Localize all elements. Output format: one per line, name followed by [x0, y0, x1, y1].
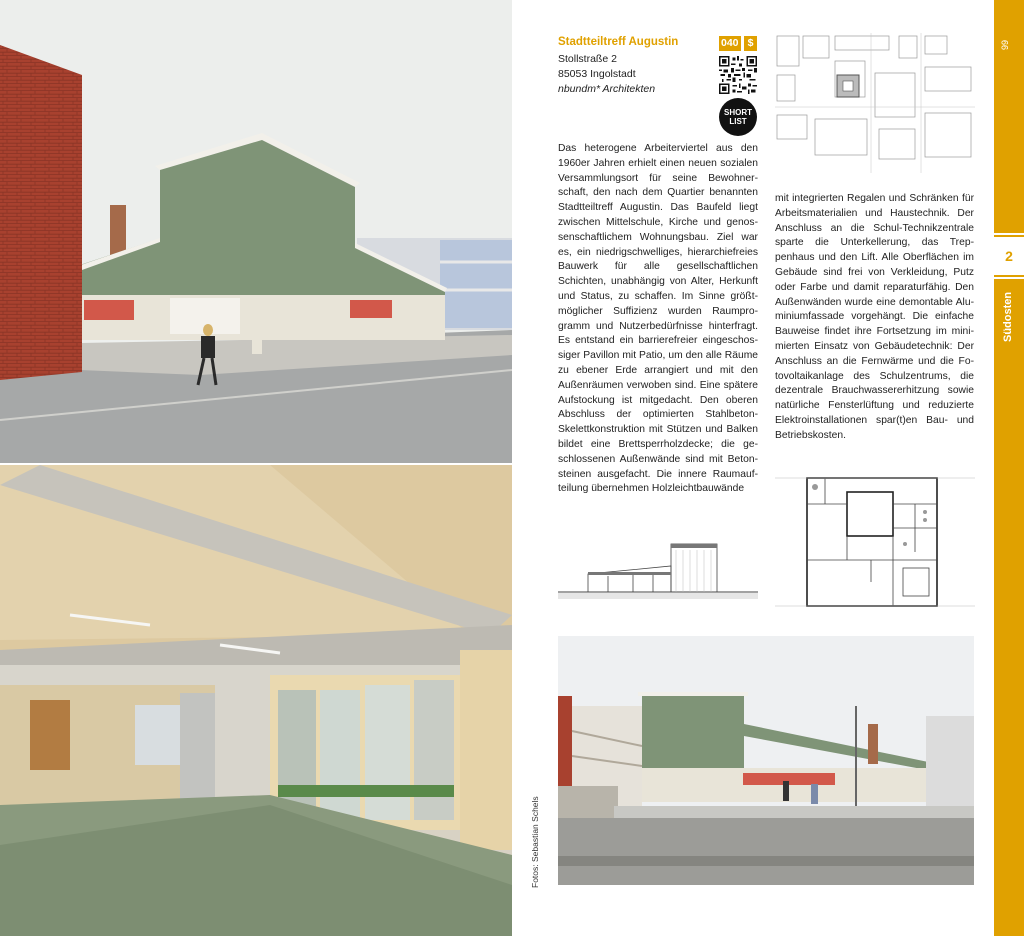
photo-interior: [0, 465, 512, 936]
region-label: Südosten: [1002, 291, 1014, 342]
chapter-sidebar: [994, 0, 1024, 936]
floor-plan-drawing: [775, 472, 975, 612]
shortlist-badge: [719, 98, 757, 136]
entry-title: Stadtteiltreff Augustin: [558, 36, 679, 48]
shortlist-line1: SHORT: [724, 108, 752, 117]
euro-icon: $: [744, 36, 757, 51]
body-text-column-2: mit integrierten Regalen und Schränken für Arbeitsmaterialien und Haustechnik. Der Anschluss an die Schul-Technikzentrale sparte die Unterkellerung, das Treppenhaus und den Lift. Alle Oberflächen im Gebäude sind frei von Verkleidung, Putz oder Farbe und damit reparaturfähig. Den Außenwänden wurde eine demontable Aluminiumfassade vorgehängt. Die einfache Bauweise findet ihre Fortsetzung im minimierten Einsatz von Gebäudetechnik: Der Anschluss an die Fernwärme und die Fotovoltaikanlage des Schulzentrums, die dezentrale Brauchwassererhitzung sowie natürliche Fensterlüftung und reduzierte Elektroinstallationen spar(t)en Bau- und Betriebskosten.: [775, 193, 974, 441]
interior-photo-illustration: [0, 465, 512, 936]
shortlist-line2: LIST: [729, 117, 747, 126]
body-text-column-1: Das heterogene Arbeiterviertel aus den 1960er Jahren erhielt einen neuen sozialen Versammlungsort für seine Bewohnerschaft, den nach dem Quartier benannten Stadtteiltreff Augustin. Das Baufeld liegt zwischen Mittelschule, Kirche und genossenschaftlichem Wohnungsbau. Ziel war es, ein niedrigschwelliges, hierarchiefreies Bauwerk für alle gesellschaftlichen Schichten, unabhängig von Alter, Herkunft und Status, zu schaffen. Im Sinne größtmöglicher Suffizienz wurden Raumprogramm und Nutzerbedürfnisse hinterfragt. Es entstand ein barrierefreier eingeschossiger Pavillon mit Patio, um den alle Räume zu ebener Erde arrangiert und mit den Außenräumen verwoben sind. Eine spätere Aufstockung ist mitgedacht. Den oberen Abschluss der optimierten Stahlbeton-Skelettkonstruktion mit Stützen und Balken bildet eine Brettsperrholzdecke; die geschlossenen Außenwände sind mit Betonsteinen ausgefacht. Die innere Raumaufteilung übernehmen Holzleichtbauwände: [558, 143, 758, 495]
section-drawing: [558, 536, 758, 610]
sidebar-divider: [994, 277, 1024, 279]
address-city: 85053 Ingolstadt: [558, 68, 636, 80]
photo-street: [558, 636, 974, 885]
page-number: 99: [1000, 39, 1010, 50]
site-plan-drawing: [775, 33, 975, 173]
photo-credit: Fotos: Sebastian Schels: [530, 796, 540, 888]
exterior-photo-illustration: [0, 0, 512, 463]
sidebar-divider: [994, 233, 1024, 235]
photo-exterior: [0, 0, 512, 463]
address-street: Stollstraße 2: [558, 53, 617, 65]
qr-code-icon: [719, 56, 757, 94]
entry-number-badge: 040: [721, 37, 739, 49]
chapter-number: 2: [994, 237, 1024, 275]
street-photo-illustration: [558, 636, 974, 885]
architect-name: nbundm* Architekten: [558, 83, 656, 95]
